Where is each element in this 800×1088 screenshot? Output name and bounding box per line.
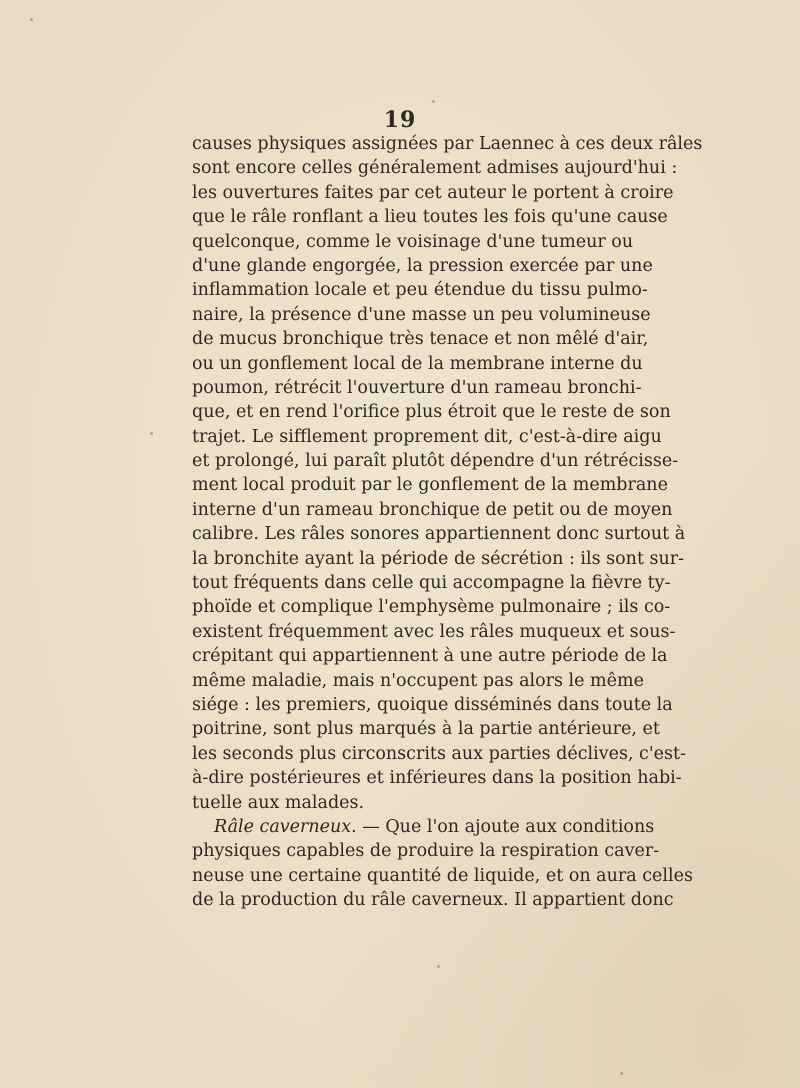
text-line: de la production du râle caverneux. Il appartient donc (192, 890, 674, 911)
text-line: d'une glande engorgée, la pression exercée par une (192, 255, 653, 276)
text-line: tuelle aux malades. (192, 792, 365, 813)
text-line: ou un gonflement local de la membrane interne du (192, 353, 643, 374)
paper-speck (437, 965, 440, 968)
body-text (192, 132, 703, 913)
text-line: même maladie, mais n'occupent pas alors le même (192, 670, 644, 691)
text-line: tout fréquents dans celle qui accompagne la fièvre ty- (192, 573, 671, 594)
text-line: de mucus bronchique très tenace et non mêlé d'air, (192, 329, 649, 350)
text-line: calibre. Les râles sonores appartiennent donc surtout à (192, 524, 686, 545)
text-line: phoïde et complique l'emphysème pulmonaire ; ils co- (192, 597, 671, 618)
paper-speck (620, 1072, 623, 1075)
text-line: sont encore celles généralement admises aujourd'hui : (192, 158, 678, 179)
page-number: 19 (383, 107, 417, 133)
text-line: naire, la présence d'une masse un peu volumineuse (192, 304, 651, 325)
text-line: trajet. Le sifflement proprement dit, c'est-à-dire aigu (192, 426, 662, 447)
text-line: la bronchite ayant la période de sécrétion : ils sont sur- (192, 548, 685, 569)
paper-speck (150, 432, 153, 435)
paper-speck (432, 100, 435, 103)
text-line: ment local produit par le gonflement de la membrane (192, 475, 668, 496)
text-line: interne d'un rameau bronchique de petit ou de moyen (192, 499, 673, 520)
text-line: que, et en rend l'orifice plus étroit que le reste de son (192, 402, 671, 423)
text-line: existent fréquemment avec les râles muqueux et sous- (192, 621, 676, 642)
text-span: — Que l'on ajoute aux conditions (356, 816, 655, 837)
text-line: neuse une certaine quantité de liquide, et on aura celles (192, 865, 693, 886)
text-line: physiques capables de produire la respiration caver- (192, 841, 660, 862)
text-line: quelconque, comme le voisinage d'une tumeur ou (192, 231, 634, 252)
text-line: siége : les premiers, quoique disséminés dans toute la (192, 694, 673, 715)
text-line: inflammation locale et peu étendue du tissu pulmo- (192, 280, 648, 301)
text-line: et prolongé, lui paraît plutôt dépendre d'un rétrécisse- (192, 451, 679, 472)
text-line: les seconds plus circonscrits aux parties déclives, c'est- (192, 743, 686, 764)
text-line: crépitant qui appartiennent à une autre période de la (192, 646, 668, 667)
text-line: à-dire postérieures et inférieures dans la position habi- (192, 768, 682, 789)
text-line: que le râle ronflant a lieu toutes les fois qu'une cause (192, 207, 668, 228)
text-line: poumon, rétrécit l'ouverture d'un rameau bronchi- (192, 377, 642, 398)
paper-speck (30, 18, 33, 21)
text-line: les ouvertures faites par cet auteur le portent à croire (192, 182, 674, 203)
paragraph-heading-line (192, 815, 655, 839)
section-title: Râle caverneux. (214, 816, 357, 837)
text-line: poitrine, sont plus marqués à la partie antérieure, et (192, 719, 660, 740)
text-line: causes physiques assignées par Laennec à ces deux râles (192, 134, 703, 154)
